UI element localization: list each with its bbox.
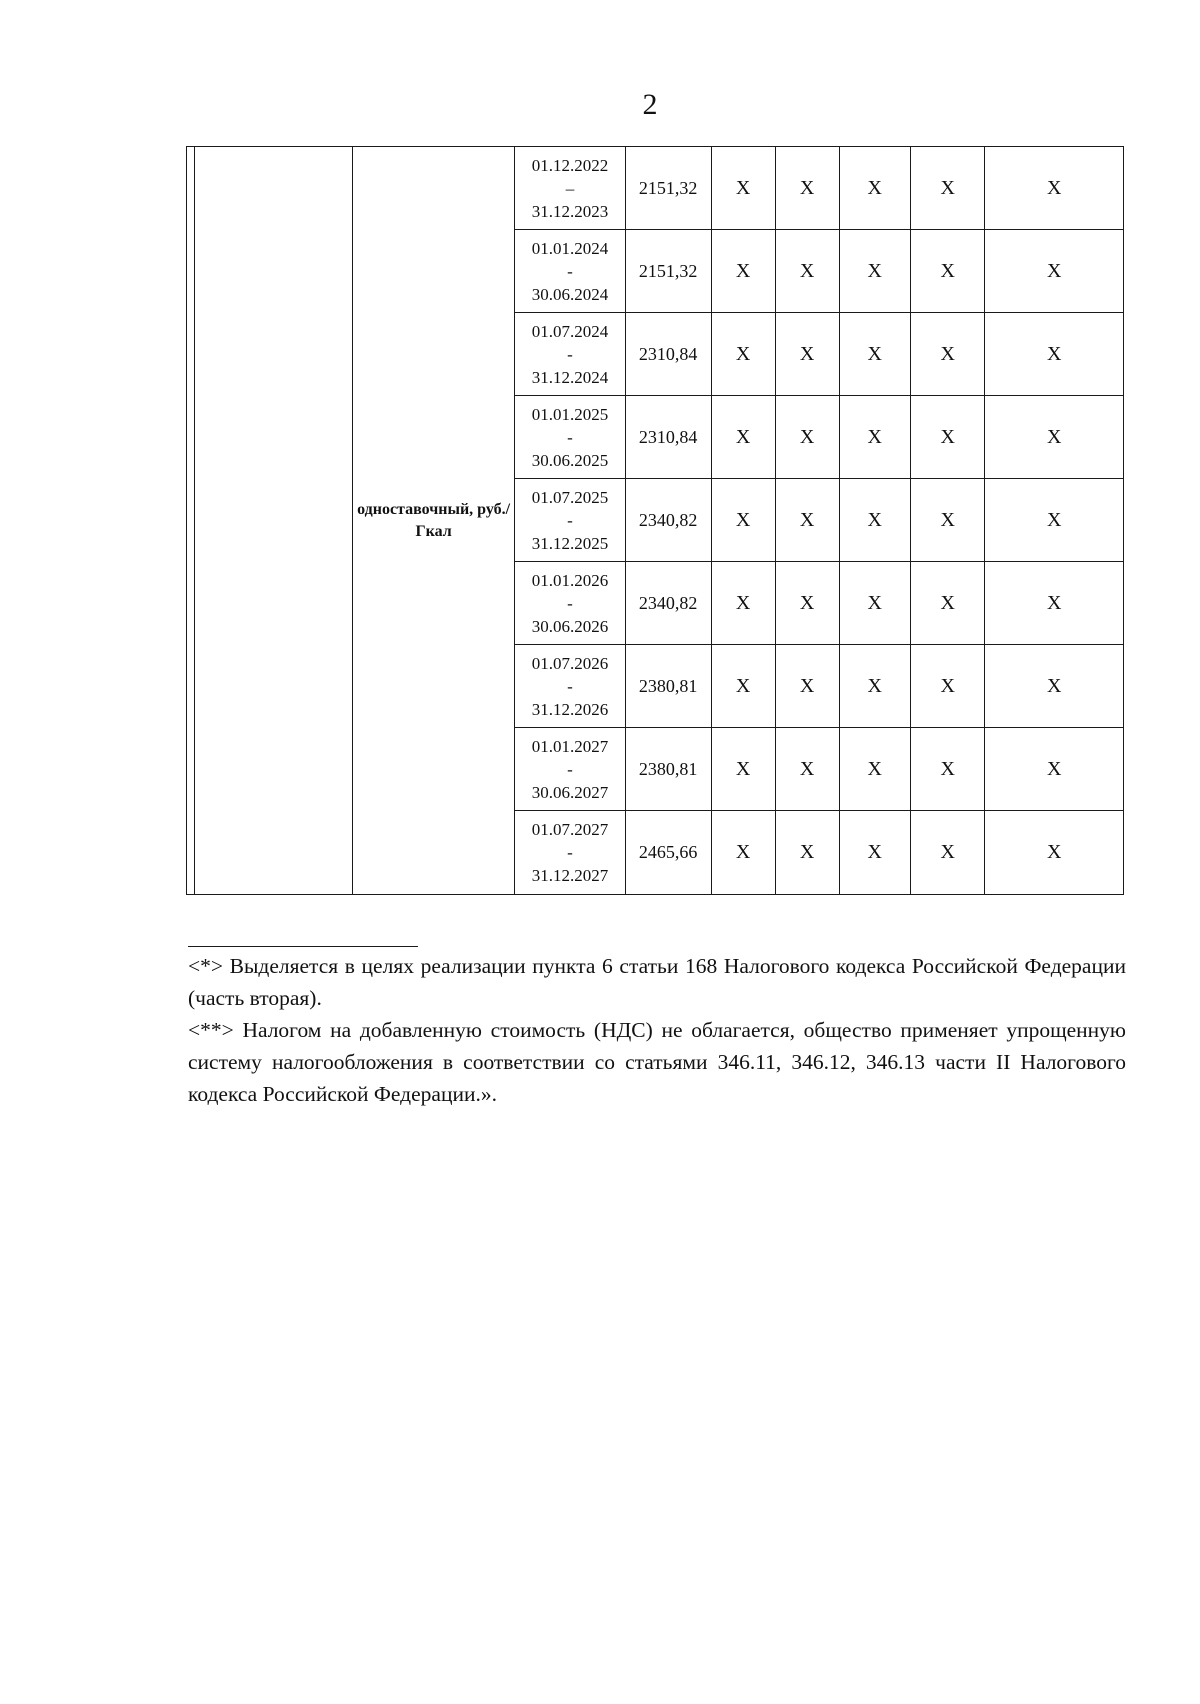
x-mark-cell: X [910, 230, 984, 313]
x-mark-cell: X [711, 728, 775, 811]
period-cell [515, 728, 625, 811]
footnote-2: <**> Налогом на добавленную стоимость (НДС) не облагается, общество применяет упрощенную систему налогообложения в соответствии со статьями 346.11, 346.12, 346.13 части II Налогового кодекса Российской Федерации.». [188, 1018, 1126, 1106]
x-mark-cell: X [985, 645, 1124, 728]
x-mark-cell: X [910, 562, 984, 645]
x-mark-cell: X [775, 396, 839, 479]
period-end: 31.12.2026 [531, 699, 609, 719]
x-mark-cell: X [910, 313, 984, 396]
period-separator: - [567, 510, 573, 530]
x-mark-cell: X [775, 313, 839, 396]
x-mark-cell: X [839, 396, 910, 479]
x-mark-cell: X [985, 230, 1124, 313]
period-start: 01.01.2026 [531, 570, 609, 590]
period-separator: – [565, 178, 575, 198]
period-separator: - [567, 759, 573, 779]
period-end: 31.12.2025 [531, 533, 609, 553]
x-mark-cell: X [839, 313, 910, 396]
period-separator: - [567, 843, 573, 862]
period-start: 01.01.2027 [531, 736, 609, 756]
period-start: 01.12.2022 [531, 155, 609, 175]
x-mark-cell: X [910, 811, 984, 895]
x-mark-cell: X [985, 396, 1124, 479]
period-end: 31.12.2024 [531, 367, 609, 387]
period-start: 01.07.2024 [531, 321, 609, 341]
x-mark-cell: X [910, 728, 984, 811]
period-start: 01.01.2024 [531, 238, 609, 258]
period-cell [515, 313, 625, 396]
x-mark-cell: X [711, 313, 775, 396]
x-mark-cell: X [775, 147, 839, 230]
period-start: 01.07.2025 [531, 487, 609, 507]
x-mark-cell: X [775, 562, 839, 645]
tariff-value: 2465,66 [625, 811, 711, 895]
period-start: 01.07.2026 [531, 653, 609, 673]
period-end: 31.12.2023 [531, 201, 609, 221]
x-mark-cell: X [711, 396, 775, 479]
period-separator: - [567, 427, 573, 447]
x-mark-cell: X [985, 313, 1124, 396]
tariff-value: 2310,84 [625, 396, 711, 479]
x-mark-cell: X [839, 147, 910, 230]
x-mark-cell: X [711, 562, 775, 645]
tariff-value: 2380,81 [625, 728, 711, 811]
x-mark-cell: X [839, 479, 910, 562]
tariff-value: 2380,81 [625, 645, 711, 728]
x-mark-cell: X [775, 479, 839, 562]
empty-cell-2 [195, 147, 352, 895]
period-end: 31.12.2027 [531, 866, 609, 885]
tariff-value: 2151,32 [625, 147, 711, 230]
footnote-1: <*> Выделяется в целях реализации пункта 6 статьи 168 Налогового кодекса Российской Федерации (часть вторая). [188, 954, 1126, 1010]
period-start: 01.07.2027 [531, 820, 609, 839]
x-mark-cell: X [985, 811, 1124, 895]
tariff-value: 2340,82 [625, 479, 711, 562]
x-mark-cell: X [985, 562, 1124, 645]
unit-cell: одноставочный, руб./Гкал [352, 147, 515, 895]
period-separator: - [567, 676, 573, 696]
x-mark-cell: X [910, 396, 984, 479]
period-cell [515, 645, 625, 728]
period-end: 30.06.2026 [531, 616, 609, 636]
tariff-value: 2151,32 [625, 230, 711, 313]
period-cell [515, 230, 625, 313]
x-mark-cell: X [910, 645, 984, 728]
period-end: 30.06.2027 [531, 782, 609, 802]
footnotes [188, 950, 1126, 1110]
empty-cell-1 [187, 147, 195, 895]
x-mark-cell: X [839, 728, 910, 811]
tariff-table [186, 146, 1124, 895]
footnote-rule [188, 946, 418, 947]
x-mark-cell: X [775, 645, 839, 728]
x-mark-cell: X [775, 230, 839, 313]
x-mark-cell: X [775, 728, 839, 811]
period-separator: - [567, 593, 573, 613]
x-mark-cell: X [839, 645, 910, 728]
x-mark-cell: X [711, 230, 775, 313]
x-mark-cell: X [910, 479, 984, 562]
x-mark-cell: X [839, 562, 910, 645]
x-mark-cell: X [985, 147, 1124, 230]
tariff-value: 2310,84 [625, 313, 711, 396]
period-cell [515, 479, 625, 562]
period-cell [515, 562, 625, 645]
tariff-value: 2340,82 [625, 562, 711, 645]
x-mark-cell: X [711, 479, 775, 562]
x-mark-cell: X [711, 811, 775, 895]
table-row [187, 147, 1124, 230]
period-end: 30.06.2025 [531, 450, 609, 470]
x-mark-cell: X [985, 479, 1124, 562]
period-cell [515, 396, 625, 479]
x-mark-cell: X [711, 147, 775, 230]
period-cell [515, 147, 625, 230]
x-mark-cell: X [711, 645, 775, 728]
period-cell [515, 811, 625, 895]
period-start: 01.01.2025 [531, 404, 609, 424]
x-mark-cell: X [839, 811, 910, 895]
x-mark-cell: X [775, 811, 839, 895]
x-mark-cell: X [910, 147, 984, 230]
x-mark-cell: X [985, 728, 1124, 811]
page-number: 2 [642, 88, 658, 121]
x-mark-cell: X [839, 230, 910, 313]
period-separator: - [567, 261, 573, 281]
period-end: 30.06.2024 [531, 284, 609, 304]
tariff-table-body [187, 147, 1124, 895]
period-separator: - [567, 344, 573, 364]
